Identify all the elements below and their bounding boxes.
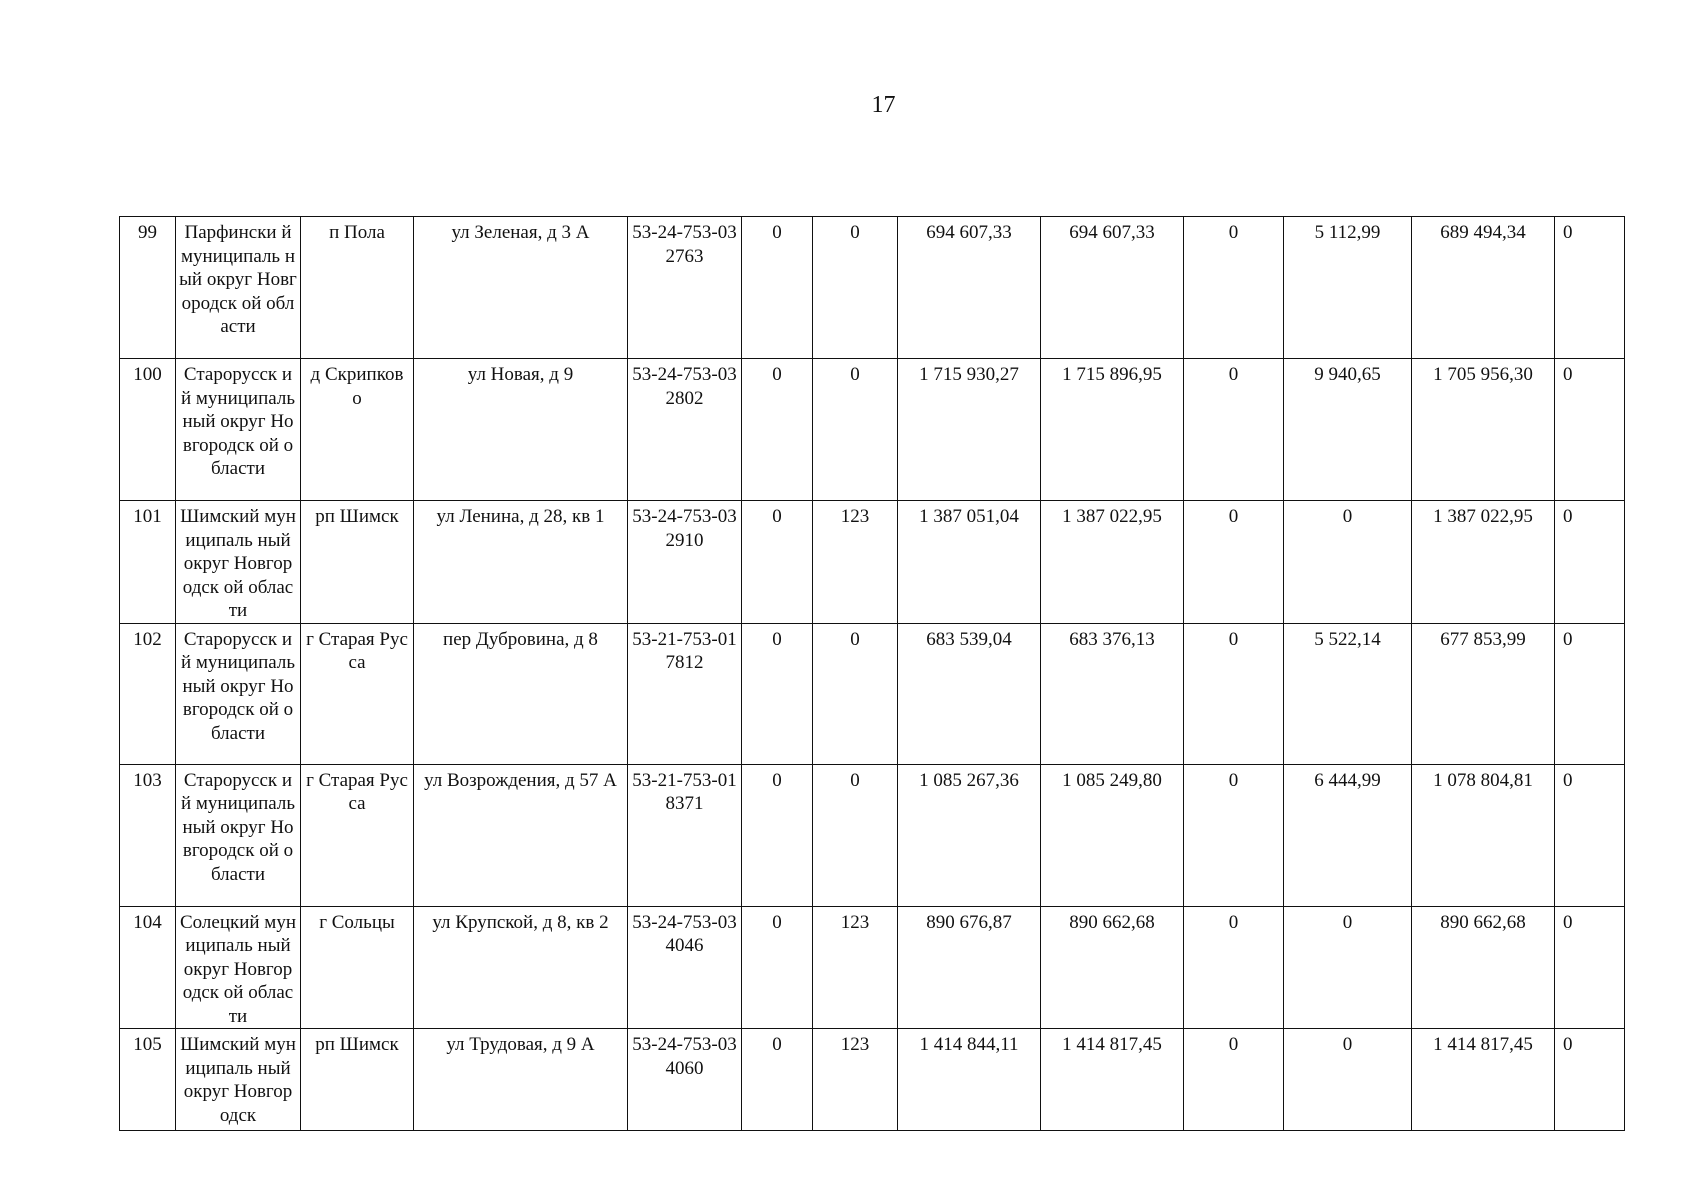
cell-code: 53-24-753-034046 bbox=[628, 906, 742, 1029]
table-row bbox=[120, 623, 1625, 764]
cell-col10: 5 522,14 bbox=[1284, 623, 1412, 764]
cell-col12: 0 bbox=[1555, 359, 1625, 501]
cell-address: ул Новая, д 9 bbox=[414, 359, 628, 501]
cell-settlement: г Старая Русса bbox=[301, 623, 414, 764]
page-number: 17 bbox=[871, 92, 896, 118]
cell-settlement: д Скрипков о bbox=[301, 359, 414, 501]
cell-col9: 0 bbox=[1184, 906, 1284, 1029]
cell-col10: 5 112,99 bbox=[1284, 217, 1412, 359]
cell-code: 53-24-753-032763 bbox=[628, 217, 742, 359]
cell-col5: 0 bbox=[742, 623, 813, 764]
cell-col6: 0 bbox=[813, 359, 898, 501]
cell-col7: 1 387 051,04 bbox=[898, 501, 1041, 624]
table-row bbox=[120, 501, 1625, 624]
cell-col10: 9 940,65 bbox=[1284, 359, 1412, 501]
cell-code: 53-24-753-034060 bbox=[628, 1029, 742, 1131]
cell-municipality: Парфински й муниципаль ный округ Новгородск ой области bbox=[176, 217, 301, 359]
cell-col12: 0 bbox=[1555, 1029, 1625, 1131]
cell-row-number: 100 bbox=[120, 359, 176, 501]
cell-col6: 123 bbox=[813, 501, 898, 624]
cell-col10: 6 444,99 bbox=[1284, 764, 1412, 906]
cell-municipality: Старорусск ий муниципаль ный округ Новгородск ой области bbox=[176, 359, 301, 501]
cell-row-number: 103 bbox=[120, 764, 176, 906]
cell-col7: 683 539,04 bbox=[898, 623, 1041, 764]
cell-col5: 0 bbox=[742, 906, 813, 1029]
cell-col12: 0 bbox=[1555, 501, 1625, 624]
cell-col5: 0 bbox=[742, 501, 813, 624]
cell-col9: 0 bbox=[1184, 623, 1284, 764]
cell-code: 53-21-753-018371 bbox=[628, 764, 742, 906]
cell-col5: 0 bbox=[742, 359, 813, 501]
cell-municipality: Солецкий муниципаль ный округ Новгородск ой области bbox=[176, 906, 301, 1029]
cell-col8: 683 376,13 bbox=[1041, 623, 1184, 764]
cell-row-number: 105 bbox=[120, 1029, 176, 1131]
cell-col6: 0 bbox=[813, 217, 898, 359]
cell-col8: 1 715 896,95 bbox=[1041, 359, 1184, 501]
cell-settlement: рп Шимск bbox=[301, 1029, 414, 1131]
cell-col9: 0 bbox=[1184, 501, 1284, 624]
cell-col9: 0 bbox=[1184, 359, 1284, 501]
cell-col10: 0 bbox=[1284, 1029, 1412, 1131]
table-row bbox=[120, 359, 1625, 501]
cell-row-number: 99 bbox=[120, 217, 176, 359]
cell-col11: 890 662,68 bbox=[1412, 906, 1555, 1029]
register-table bbox=[119, 216, 1625, 1131]
cell-col8: 694 607,33 bbox=[1041, 217, 1184, 359]
cell-settlement: п Пола bbox=[301, 217, 414, 359]
table-row bbox=[120, 906, 1625, 1029]
cell-col8: 1 387 022,95 bbox=[1041, 501, 1184, 624]
cell-municipality: Старорусск ий муниципаль ный округ Новгородск ой области bbox=[176, 623, 301, 764]
cell-col12: 0 bbox=[1555, 906, 1625, 1029]
cell-col12: 0 bbox=[1555, 764, 1625, 906]
cell-col6: 123 bbox=[813, 906, 898, 1029]
cell-col11: 1 414 817,45 bbox=[1412, 1029, 1555, 1131]
cell-col11: 689 494,34 bbox=[1412, 217, 1555, 359]
cell-col10: 0 bbox=[1284, 906, 1412, 1029]
cell-municipality: Шимский муниципаль ный округ Новгородск bbox=[176, 1029, 301, 1131]
cell-col7: 694 607,33 bbox=[898, 217, 1041, 359]
cell-col5: 0 bbox=[742, 764, 813, 906]
cell-col8: 890 662,68 bbox=[1041, 906, 1184, 1029]
cell-col5: 0 bbox=[742, 217, 813, 359]
cell-col8: 1 414 817,45 bbox=[1041, 1029, 1184, 1131]
cell-col7: 1 414 844,11 bbox=[898, 1029, 1041, 1131]
cell-col11: 1 387 022,95 bbox=[1412, 501, 1555, 624]
cell-col11: 677 853,99 bbox=[1412, 623, 1555, 764]
cell-col12: 0 bbox=[1555, 217, 1625, 359]
cell-address: ул Трудовая, д 9 А bbox=[414, 1029, 628, 1131]
cell-col9: 0 bbox=[1184, 764, 1284, 906]
cell-row-number: 104 bbox=[120, 906, 176, 1029]
cell-col10: 0 bbox=[1284, 501, 1412, 624]
cell-settlement: г Сольцы bbox=[301, 906, 414, 1029]
cell-col12: 0 bbox=[1555, 623, 1625, 764]
cell-municipality: Старорусск ий муниципаль ный округ Новгородск ой области bbox=[176, 764, 301, 906]
cell-settlement: рп Шимск bbox=[301, 501, 414, 624]
cell-col11: 1 078 804,81 bbox=[1412, 764, 1555, 906]
cell-address: пер Дубровина, д 8 bbox=[414, 623, 628, 764]
cell-address: ул Зеленая, д 3 А bbox=[414, 217, 628, 359]
cell-address: ул Ленина, д 28, кв 1 bbox=[414, 501, 628, 624]
cell-municipality: Шимский муниципаль ный округ Новгородск ой области bbox=[176, 501, 301, 624]
cell-col7: 890 676,87 bbox=[898, 906, 1041, 1029]
cell-col8: 1 085 249,80 bbox=[1041, 764, 1184, 906]
cell-col6: 0 bbox=[813, 764, 898, 906]
cell-code: 53-24-753-032910 bbox=[628, 501, 742, 624]
cell-col9: 0 bbox=[1184, 1029, 1284, 1131]
cell-address: ул Крупской, д 8, кв 2 bbox=[414, 906, 628, 1029]
cell-col7: 1 085 267,36 bbox=[898, 764, 1041, 906]
cell-code: 53-24-753-032802 bbox=[628, 359, 742, 501]
table-row bbox=[120, 1029, 1625, 1131]
cell-col6: 123 bbox=[813, 1029, 898, 1131]
cell-row-number: 102 bbox=[120, 623, 176, 764]
cell-row-number: 101 bbox=[120, 501, 176, 624]
cell-col9: 0 bbox=[1184, 217, 1284, 359]
cell-address: ул Возрождения, д 57 А bbox=[414, 764, 628, 906]
cell-code: 53-21-753-017812 bbox=[628, 623, 742, 764]
cell-col5: 0 bbox=[742, 1029, 813, 1131]
cell-settlement: г Старая Русса bbox=[301, 764, 414, 906]
cell-col6: 0 bbox=[813, 623, 898, 764]
table-row bbox=[120, 764, 1625, 906]
cell-col11: 1 705 956,30 bbox=[1412, 359, 1555, 501]
table-row bbox=[120, 217, 1625, 359]
cell-col7: 1 715 930,27 bbox=[898, 359, 1041, 501]
